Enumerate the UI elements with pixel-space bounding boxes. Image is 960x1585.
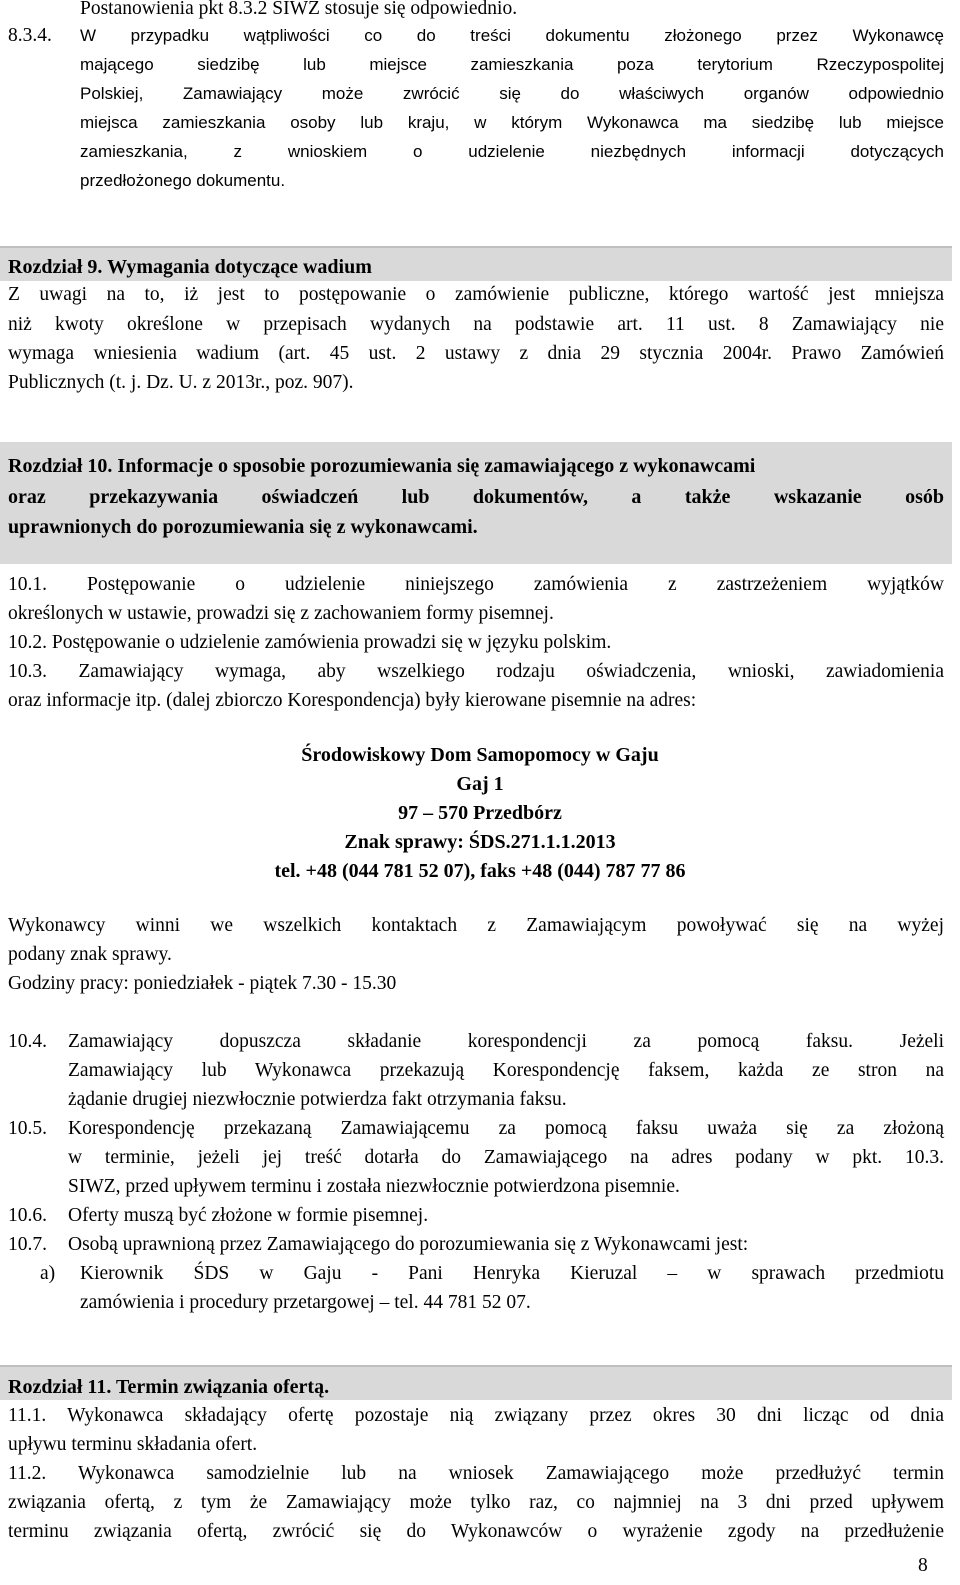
paragraph-line: Wykonawcy winni we wszelkich kontaktach z Zamawiającym powoływać się na wyżej bbox=[8, 915, 944, 936]
paragraph-line: zamieszkania, z wnioskiem o udzielenie niezbędnych informacji dotyczących bbox=[80, 142, 944, 161]
section-9-heading: Rozdział 9. Wymagania dotyczące wadium bbox=[8, 256, 372, 278]
section-10-heading: oraz przekazywania oświadczeń lub dokumentów, a także wskazanie osób bbox=[8, 486, 944, 508]
section-11-heading: Rozdział 11. Termin związania ofertą. bbox=[8, 1376, 330, 1398]
paragraph-line: Korespondencję przekazaną Zamawiającemu za pomocą faksu uważa się za złożoną bbox=[68, 1118, 944, 1139]
paragraph-line: 11.1. Wykonawca składający ofertę pozostaje nią związany przez okres 30 dni licząc od dnia bbox=[8, 1405, 944, 1426]
paragraph-line: przedłożonego dokumentu. bbox=[80, 171, 286, 190]
paragraph-line: niż kwoty określone w przepisach wydanych na podstawie art. 11 ust. 8 Zamawiający nie bbox=[8, 314, 944, 335]
working-hours: Godziny pracy: poniedziałek - piątek 7.30 - 15.30 bbox=[8, 973, 397, 994]
paragraph-line: Publicznych (t. j. Dz. U. z 2013r., poz. 907). bbox=[8, 372, 354, 393]
section-10-heading: uprawnionych do porozumiewania się z wykonawcami. bbox=[8, 516, 478, 538]
divider bbox=[0, 1365, 952, 1367]
address-city: 97 – 570 Przedbórz bbox=[398, 802, 562, 824]
address-name: Środowiskowy Dom Samopomocy w Gaju bbox=[301, 744, 659, 766]
paragraph-line: upływu terminu składania ofert. bbox=[8, 1434, 258, 1455]
paragraph-line: 10.1. Postępowanie o udzielenie niniejszego zamówienia z zastrzeżeniem wyjątków bbox=[8, 574, 944, 595]
paragraph-line: związania ofertą, z tym że Zamawiający może tylko raz, co najmniej na 3 dni przed upływem bbox=[8, 1492, 944, 1513]
paragraph-line: W przypadku wątpliwości co do treści dokumentu złożonego przez Wykonawcę bbox=[80, 26, 944, 45]
paragraph-line: 10.3. Zamawiający wymaga, aby wszelkiego rodzaju oświadczenia, wnioski, zawiadomienia bbox=[8, 661, 944, 682]
item-number: 10.5. bbox=[8, 1118, 47, 1139]
paragraph-line: terminu związania ofertą, zwrócić się do Wykonawców o wyrażenie zgody na przedłużenie bbox=[8, 1521, 944, 1542]
paragraph-line: SIWZ, przed upływem terminu i została niezwłocznie potwierdzona pisemnie. bbox=[68, 1176, 680, 1197]
paragraph-line: 10.2. Postępowanie o udzielenie zamówienia prowadzi się w języku polskim. bbox=[8, 632, 612, 653]
paragraph-line: miejsca zamieszkania osoby lub kraju, w którym Wykonawca ma siedzibę lub miejsce bbox=[80, 113, 944, 132]
item-number: 10.7. bbox=[8, 1234, 47, 1255]
section-10-heading: Rozdział 10. Informacje o sposobie porozumiewania się zamawiającego z wykonawcami bbox=[8, 455, 756, 477]
case-reference: Znak sprawy: ŚDS.271.1.1.2013 bbox=[344, 831, 616, 853]
item-number: 8.3.4. bbox=[8, 25, 52, 46]
paragraph-line: Kierownik ŚDS w Gaju - Pani Henryka Kieruzal – w sprawach przedmiotu bbox=[80, 1263, 944, 1284]
paragraph-line: mającego siedzibę lub miejsce zamieszkania poza terytorium Rzeczypospolitej bbox=[80, 55, 944, 74]
paragraph-line: żądanie drugiej niezwłocznie potwierdza fakt otrzymania faksu. bbox=[68, 1089, 567, 1110]
paragraph-line: podany znak sprawy. bbox=[8, 944, 172, 965]
list-marker: a) bbox=[40, 1263, 56, 1284]
item-number: 10.4. bbox=[8, 1031, 47, 1052]
paragraph-line: Osobą uprawnioną przez Zamawiającego do porozumiewania się z Wykonawcami jest: bbox=[68, 1234, 749, 1255]
paragraph-line: Polskiej, Zamawiający może zwrócić się do właściwych organów odpowiednio bbox=[80, 84, 944, 103]
item-number: 10.6. bbox=[8, 1205, 47, 1226]
phone-fax: tel. +48 (044 781 52 07), faks +48 (044) 787 77 86 bbox=[274, 860, 686, 882]
divider bbox=[0, 246, 952, 248]
paragraph-line: oraz informacje itp. (dalej zbiorczo Korespondencja) były kierowane pisemnie na adres: bbox=[8, 690, 697, 711]
paragraph-line: Zamawiający lub Wykonawca przekazują Korespondencję faksem, każda ze stron na bbox=[68, 1060, 944, 1081]
page-number: 8 bbox=[918, 1555, 928, 1576]
address-street: Gaj 1 bbox=[456, 773, 504, 795]
paragraph-line: Zamawiający dopuszcza składanie korespondencji za pomocą faksu. Jeżeli bbox=[68, 1031, 944, 1052]
paragraph-line: określonych w ustawie, prowadzi się z zachowaniem formy pisemnej. bbox=[8, 603, 554, 624]
paragraph-line: 11.2. Wykonawca samodzielnie lub na wniosek Zamawiającego może przedłużyć termin bbox=[8, 1463, 944, 1484]
paragraph-line: zamówienia i procedury przetargowej – tel. 44 781 52 07. bbox=[80, 1292, 531, 1313]
paragraph-line: Oferty muszą być złożone w formie pisemnej. bbox=[68, 1205, 429, 1226]
paragraph-line: wymaga wniesienia wadium (art. 45 ust. 2 ustawy z dnia 29 stycznia 2004r. Prawo Zamówień bbox=[8, 343, 944, 364]
paragraph-line: w terminie, jeżeli jej treść dotarła do Zamawiającego na adres podany w pkt. 10.3. bbox=[68, 1147, 944, 1168]
paragraph-line: Z uwagi na to, iż jest to postępowanie o zamówienie publiczne, którego wartość jest mniejsza bbox=[8, 284, 944, 305]
paragraph-line: Postanowienia pkt 8.3.2 SIWZ stosuje się odpowiednio. bbox=[80, 0, 518, 19]
